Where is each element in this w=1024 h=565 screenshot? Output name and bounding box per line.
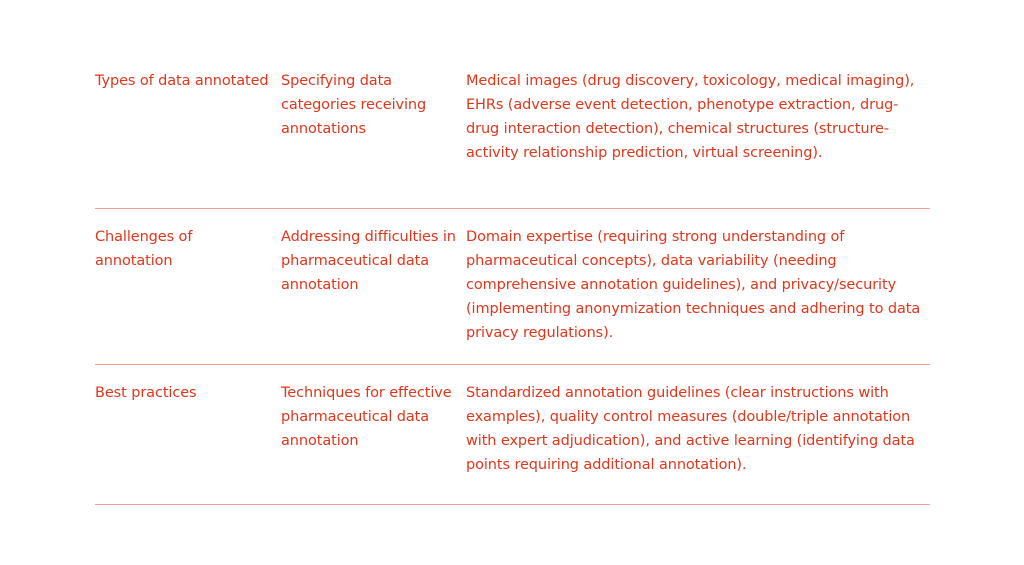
row-focus: Techniques for effective pharmaceutical data annotation [281,385,452,449]
row-topic: Best practices [95,385,197,401]
row-focus: Specifying data categories receiving annotations [281,73,427,137]
row-details: Standardized annotation guidelines (clear instructions with examples), quality control measures (double/triple annotation with expert adjudication), and active learning (identifying data points requiring additional annotation). [466,385,915,473]
annotation-table [95,69,930,505]
table-row [95,69,930,209]
row-topic: Types of data annotated [95,73,269,89]
row-details: Domain expertise (requiring strong understanding of pharmaceutical concepts), data variability (needing comprehensive annotation guidelines), and privacy/security (implementing anonymization techniques and adhering to data privacy regulations). [466,229,921,341]
row-details: Medical images (drug discovery, toxicology, medical imaging), EHRs (adverse event detection, phenotype extraction, drug-drug interaction detection), chemical structures (structure-activity relationship prediction, virtual screening). [466,73,915,161]
row-topic: Challenges of annotation [95,229,193,269]
table-row [95,209,930,365]
table-row [95,365,930,505]
row-focus: Addressing difficulties in pharmaceutical data annotation [281,229,456,293]
